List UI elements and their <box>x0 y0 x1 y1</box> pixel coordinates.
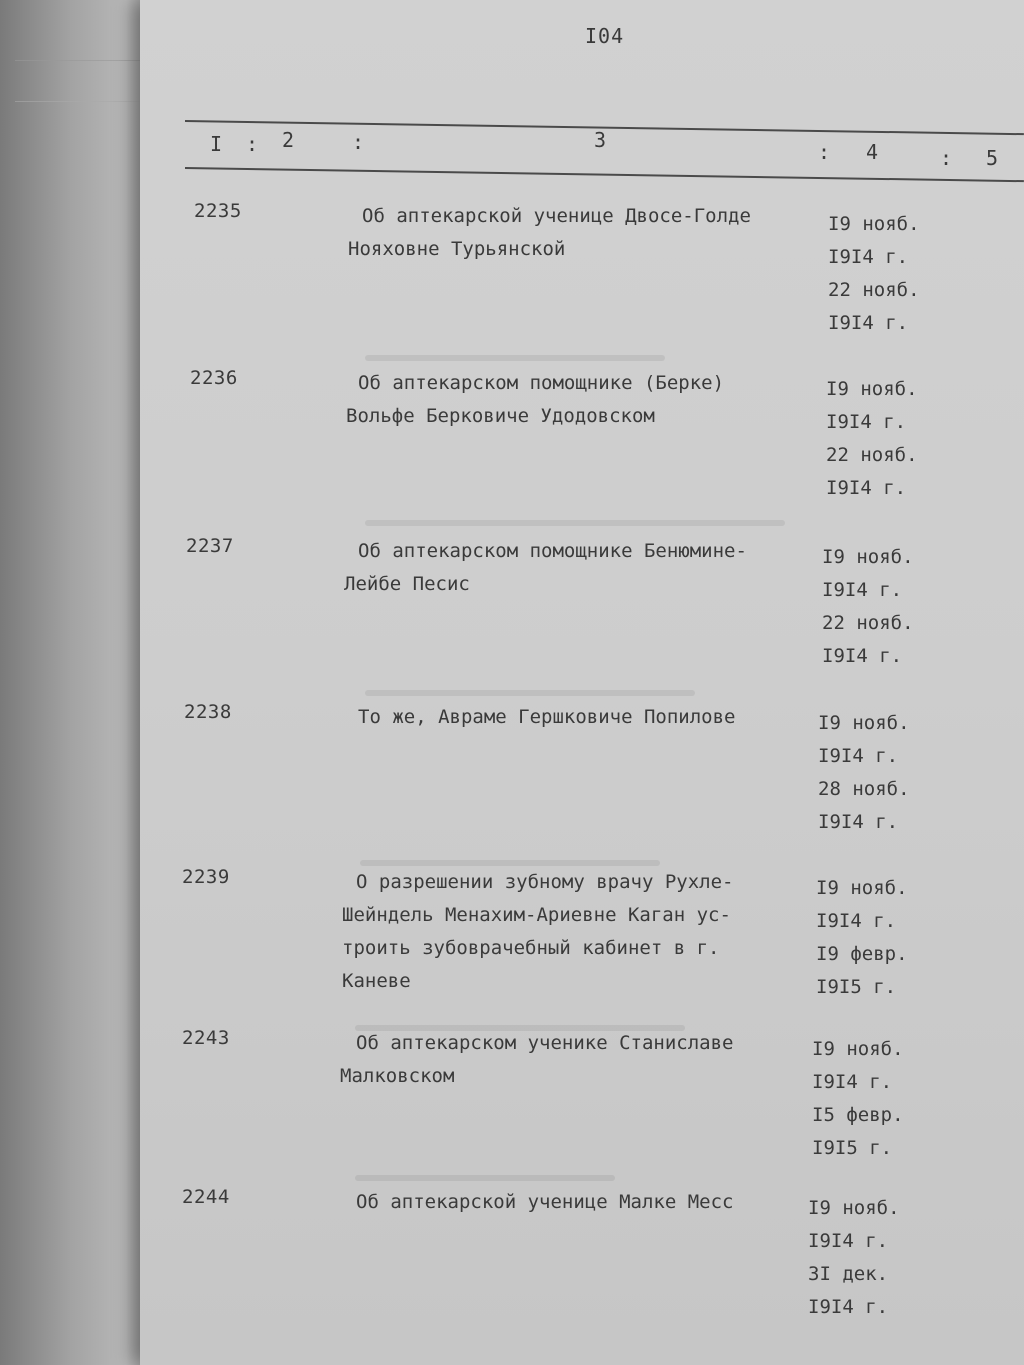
date-line: I9 нояб. <box>822 546 914 568</box>
column-header-3: 3 <box>594 128 607 152</box>
date-line: I9I4 г. <box>826 411 907 433</box>
entry-number: 2235 <box>194 200 242 222</box>
date-line: I9I4 г. <box>828 246 909 268</box>
entry-description <box>342 866 734 998</box>
date-line: 22 нояб. <box>822 612 914 634</box>
description-line: Об аптекарском помощнике Бенюмине- <box>358 540 747 562</box>
description-line: троить зубоврачебный кабинет в г. <box>342 937 720 959</box>
date-line: I9I4 г. <box>828 312 909 334</box>
entry-dates <box>816 872 908 1004</box>
date-line: I9 нояб. <box>828 213 920 235</box>
entry-dates <box>818 707 910 839</box>
date-line: I9I4 г. <box>826 477 907 499</box>
description-line: Вольфе Берковиче Удодовском <box>346 405 655 427</box>
description-line: Шейндель Менахим-Ариевне Каган ус- <box>342 904 731 926</box>
date-line: I9I4 г. <box>812 1071 893 1093</box>
date-line: I9 нояб. <box>826 378 918 400</box>
bleed-through-mark <box>365 520 785 526</box>
date-line: I9I5 г. <box>816 976 897 998</box>
bleed-through-mark <box>355 1175 615 1181</box>
description-line: О разрешении зубному врачу Рухле- <box>356 871 734 893</box>
entry-description <box>342 701 736 734</box>
description-line: Об аптекарской ученице Двосе-Голде <box>362 205 751 227</box>
entry-number: 2237 <box>186 535 234 557</box>
entry-description <box>340 1186 734 1219</box>
entry-number: 2243 <box>182 1027 230 1049</box>
column-header-5: 5 <box>986 146 999 170</box>
date-line: I9I4 г. <box>808 1230 889 1252</box>
date-line: I9I4 г. <box>818 745 899 767</box>
date-line: I9I4 г. <box>822 645 903 667</box>
column-separator: : <box>352 130 365 154</box>
date-line: 28 нояб. <box>818 778 910 800</box>
facing-page-bleed <box>15 60 145 102</box>
entry-number: 2236 <box>190 367 238 389</box>
column-header-2: 2 <box>282 128 295 152</box>
description-line: Лейбе Песис <box>344 573 470 595</box>
column-separator: : <box>818 140 831 164</box>
date-line: I9I5 г. <box>812 1137 893 1159</box>
date-line: 3I дек. <box>808 1263 889 1285</box>
entry-description <box>344 535 747 601</box>
column-header-4: 4 <box>866 140 879 164</box>
date-line: I9 февр. <box>816 943 908 965</box>
description-line: Нояховне Турьянской <box>348 238 566 260</box>
date-line: I9I4 г. <box>808 1296 889 1318</box>
entry-description <box>340 1027 734 1093</box>
entry-description <box>346 367 724 433</box>
entry-description <box>348 200 751 266</box>
description-line: Малковском <box>340 1065 455 1087</box>
description-line: Об аптекарской ученице Малке Месс <box>356 1191 734 1213</box>
entry-number: 2244 <box>182 1186 230 1208</box>
entry-dates <box>822 541 914 673</box>
entry-dates <box>826 373 918 505</box>
description-line: Каневе <box>342 970 411 992</box>
date-line: I5 февр. <box>812 1104 904 1126</box>
description-line: Об аптекарском ученике Станиславе <box>356 1032 734 1054</box>
date-line: 22 нояб. <box>828 279 920 301</box>
page-number: I04 <box>585 24 625 48</box>
column-separator: : <box>940 146 953 170</box>
bleed-through-mark <box>365 355 665 361</box>
date-line: I9I4 г. <box>822 579 903 601</box>
entry-dates <box>828 208 920 340</box>
date-line: I9 нояб. <box>808 1197 900 1219</box>
bleed-through-mark <box>365 690 695 696</box>
column-separator: : <box>246 132 259 156</box>
date-line: 22 нояб. <box>826 444 918 466</box>
entry-number: 2239 <box>182 866 230 888</box>
date-line: I9 нояб. <box>812 1038 904 1060</box>
description-line: То же, Авраме Гершковиче Попилове <box>358 706 736 728</box>
date-line: I9 нояб. <box>816 877 908 899</box>
column-header-1: I <box>210 132 223 156</box>
date-line: I9 нояб. <box>818 712 910 734</box>
date-line: I9I4 г. <box>816 910 897 932</box>
entry-dates <box>808 1192 900 1324</box>
entry-dates <box>812 1033 904 1165</box>
date-line: I9I4 г. <box>818 811 899 833</box>
facing-page-margin <box>0 0 158 1365</box>
entry-number: 2238 <box>184 701 232 723</box>
description-line: Об аптекарском помощнике (Берке) <box>358 372 725 394</box>
